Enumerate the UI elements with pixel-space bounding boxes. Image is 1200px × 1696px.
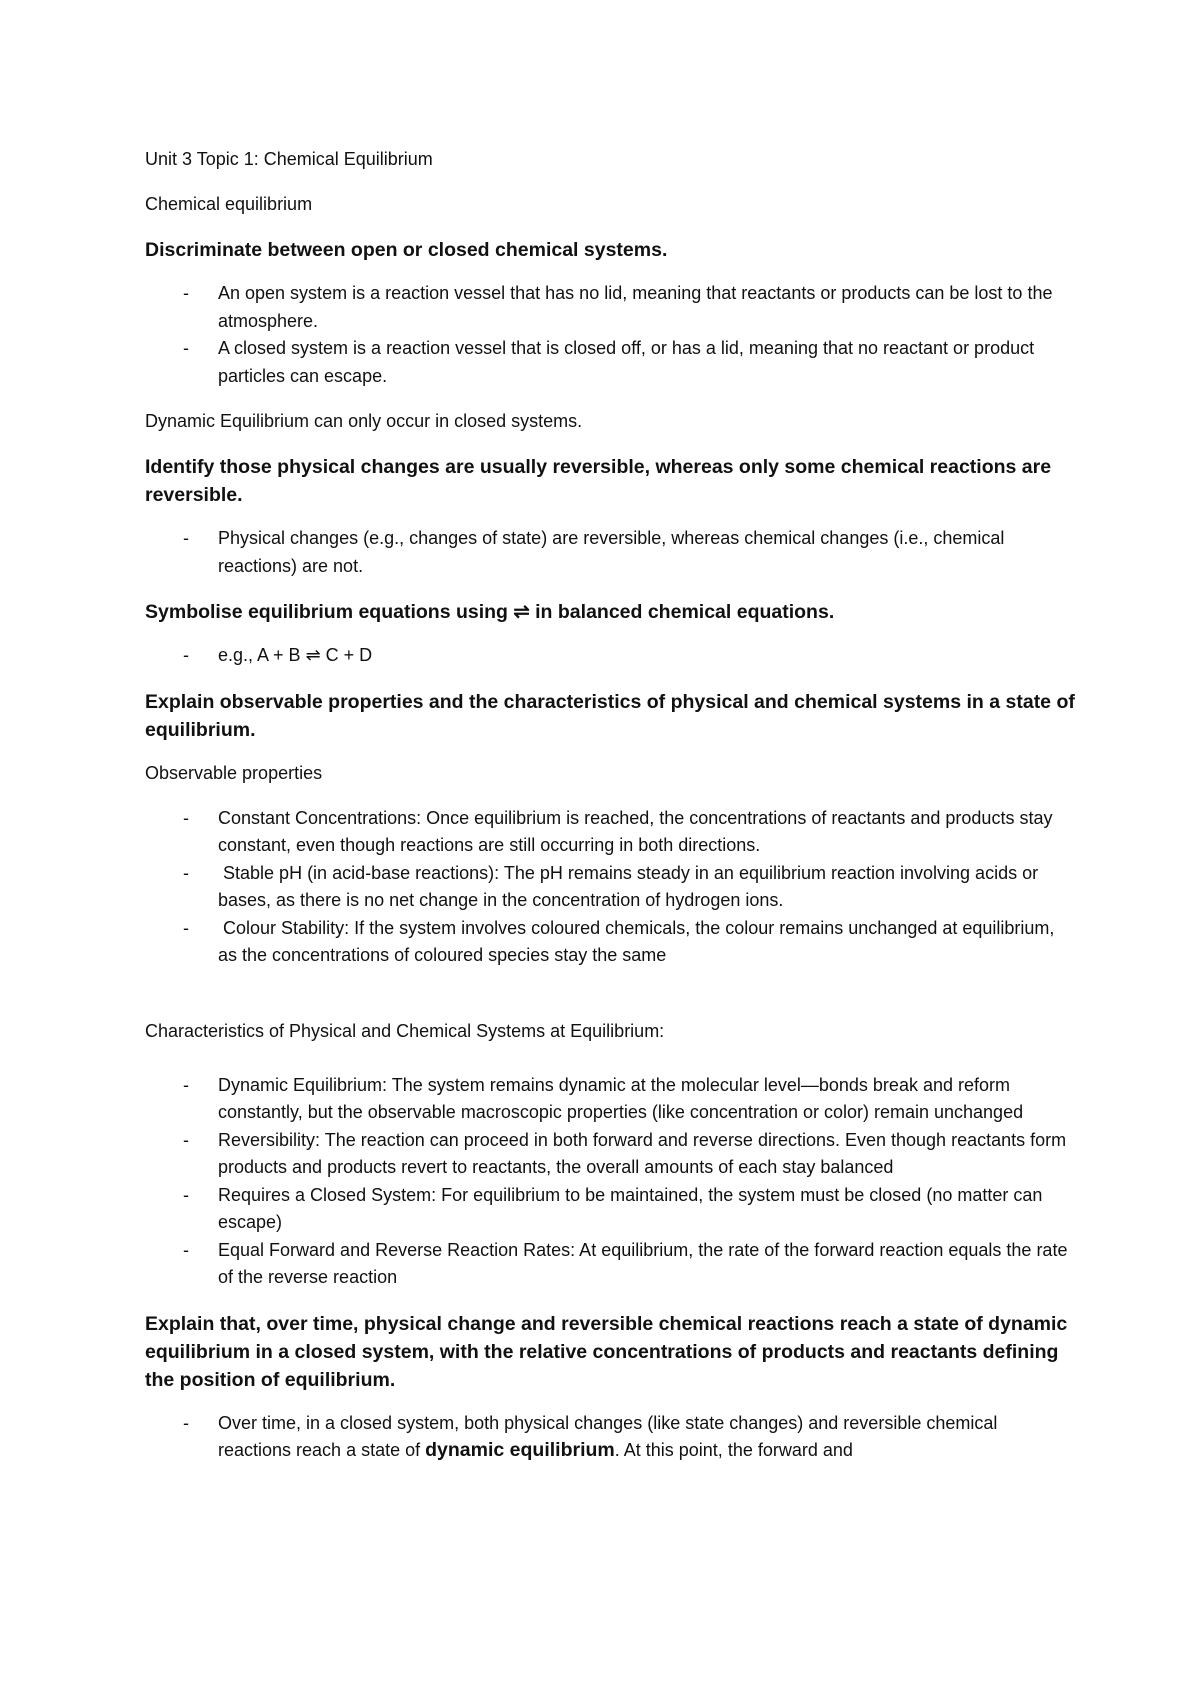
- list-item: [145, 860, 1075, 915]
- document-title: Unit 3 Topic 1: Chemical Equilibrium: [145, 149, 433, 169]
- observable-properties-label: Observable properties: [145, 762, 323, 783]
- list-item: [145, 1072, 1075, 1127]
- bullet-dash: -: [183, 1184, 189, 1205]
- list-item: [145, 1410, 1075, 1465]
- section-heading-observable: Explain observable properties and the characteristics of physical and chemical systems in a state of equilibrium.: [145, 690, 1075, 741]
- list-item-text: Equal Forward and Reverse Reaction Rates: At equilibrium, the rate of the forward reaction equals the rate of the reverse reaction: [218, 1239, 1068, 1287]
- list-item-text: A closed system is a reaction vessel that is closed off, or has a lid, meaning that no reactant or product particles can escape.: [218, 338, 1035, 386]
- bullet-dash: -: [183, 862, 189, 883]
- document-content: [145, 146, 1075, 1483]
- section-heading-symbolise: Symbolise equilibrium equations using ⇌ in balanced chemical equations.: [145, 601, 835, 623]
- bullet-dash: -: [183, 917, 189, 938]
- section-heading-over-time: Explain that, over time, physical change and reversible chemical reactions reach a state of dynamic equilibrium in a closed system, with the relative concentrations of products and reactants defining the position of equilibrium.: [145, 1312, 1068, 1391]
- bullet-dash: -: [183, 1239, 189, 1260]
- list-item: [145, 280, 1075, 335]
- bullet-dash: -: [183, 1074, 189, 1095]
- closed-system-note: Dynamic Equilibrium can only occur in closed systems.: [145, 411, 583, 431]
- bullet-list-reversible: [145, 525, 1075, 580]
- bullet-list-open-closed: [145, 280, 1075, 390]
- list-item-text: Over time, in a closed system, both physical changes (like state changes) and reversible chemical reactions reach a state of: [218, 1412, 998, 1460]
- list-item: [145, 1127, 1075, 1182]
- section-heading-open-closed: Discriminate between open or closed chemical systems.: [145, 239, 668, 261]
- bullet-list-symbolise: [145, 642, 1075, 670]
- characteristics-label: Characteristics of Physical and Chemical Systems at Equilibrium:: [145, 1020, 665, 1041]
- list-item-text: Reversibility: The reaction can proceed in both forward and reverse directions. Even though reactants form products and products revert to reactants, the overall amounts of each stay balanced: [218, 1129, 1067, 1177]
- list-item-text: Constant Concentrations: Once equilibrium is reached, the concentrations of reactants and products stay constant, even though reactions are still occurring in both directions.: [218, 807, 1053, 855]
- list-item-text: Stable pH (in acid-base reactions): The pH remains steady in an equilibrium reaction involving acids or bases, as there is no net change in the concentration of hydrogen ions.: [218, 862, 1044, 910]
- bullet-list-over-time: [145, 1410, 1075, 1465]
- bullet-dash: -: [183, 807, 189, 828]
- spacer: [145, 988, 1075, 1018]
- list-item-text: Colour Stability: If the system involves coloured chemicals, the colour remains unchanged at equilibrium, as the concentrations of coloured species stay the same: [218, 917, 1060, 965]
- equation-example: e.g., A + B ⇌ C + D: [218, 645, 373, 665]
- bullet-dash: -: [183, 645, 189, 665]
- bullet-dash: -: [183, 1412, 189, 1433]
- list-item: [145, 915, 1075, 970]
- list-item: [145, 335, 1075, 390]
- list-item: [145, 1237, 1075, 1292]
- list-item-text-continued: . At this point, the forward and: [614, 1440, 853, 1460]
- list-item-text: Dynamic Equilibrium: The system remains dynamic at the molecular level—bonds break and reform constantly, but the observable macroscopic properties (like concentration or color) remain unchanged: [218, 1074, 1024, 1122]
- bullet-dash: -: [183, 338, 189, 358]
- bullet-list-observable: [145, 805, 1075, 970]
- list-item: [145, 642, 1075, 670]
- bullet-list-characteristics: [145, 1072, 1075, 1292]
- section-heading-reversible: Identify those physical changes are usually reversible, whereas only some chemical reactions are reversible.: [145, 456, 1052, 506]
- dynamic-equilibrium-term: dynamic equilibrium: [425, 1439, 615, 1461]
- list-item: [145, 525, 1075, 580]
- list-item-text: Physical changes (e.g., changes of state) are reversible, whereas chemical changes (i.e., chemical reactions) are not.: [218, 528, 1005, 576]
- list-item: [145, 1182, 1075, 1237]
- list-item-text: Requires a Closed System: For equilibrium to be maintained, the system must be closed (no matter can escape): [218, 1184, 1043, 1232]
- list-item: [145, 805, 1075, 860]
- bullet-dash: -: [183, 283, 189, 303]
- bullet-dash: -: [183, 1129, 189, 1150]
- list-item-text: An open system is a reaction vessel that has no lid, meaning that reactants or products can be lost to the atmosphere.: [218, 283, 1053, 331]
- document-subtitle: Chemical equilibrium: [145, 194, 313, 214]
- bullet-dash: -: [183, 528, 189, 548]
